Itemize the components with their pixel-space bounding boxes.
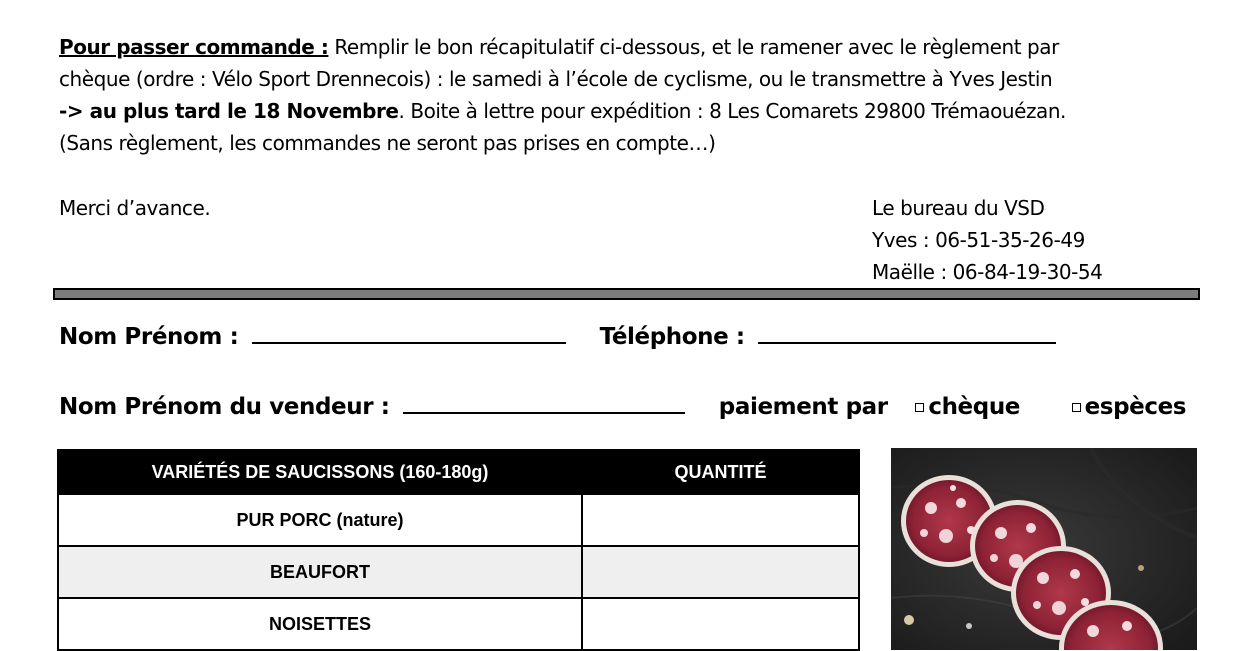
signature-block [872,192,1102,288]
name-label: Nom Prénom : [59,324,239,350]
intro-line-3-text: . Boite à lettre pour expédition : 8 Les Comarets 29800 Trémaouézan. [398,99,1066,123]
saucisson-photo [891,448,1197,650]
quantity-cell[interactable] [582,494,859,546]
especes-label: espèces [1084,394,1187,420]
customer-info-row [59,322,1056,352]
seller-label: Nom Prénom du vendeur : [59,394,390,420]
signature-contact-yves: Yves : 06-51-35-26-49 [872,228,1085,252]
seller-field[interactable] [403,392,685,414]
intro-line-1-text: Remplir le bon récapitulatif ci-dessous, et le ramener avec le règlement par [328,35,1059,59]
cheque-label: chèque [928,394,1020,420]
phone-label: Téléphone : [599,324,745,350]
name-field[interactable] [252,322,566,344]
payment-option-cheque[interactable] [915,394,1020,420]
signature-org: Le bureau du VSD [872,196,1045,220]
intro-line-2: chèque (ordre : Vélo Sport Drennecois) : le samedi à l’école de cyclisme, ou le transmettre à Yves Jestin [59,67,1053,91]
variety-cell: NOISETTES [58,598,582,650]
phone-field[interactable] [758,322,1056,344]
intro-paragraph [59,31,1189,159]
payment-option-especes[interactable] [1072,394,1186,420]
table-row [58,494,859,546]
intro-line-4: (Sans règlement, les commandes ne seront pas prises en compte…) [59,131,716,155]
quantity-cell[interactable] [582,598,859,650]
table-row [58,546,859,598]
variety-cell: BEAUFORT [58,546,582,598]
variety-cell: PUR PORC (nature) [58,494,582,546]
payment-label: paiement par [718,394,888,420]
cheque-checkbox[interactable] [915,403,924,412]
intro-line-1 [59,31,1189,63]
especes-checkbox[interactable] [1072,403,1081,412]
deadline-text: -> au plus tard le 18 Novembre [59,99,399,123]
seller-payment-row [59,392,1186,422]
thanks-text: Merci d’avance. [59,196,211,220]
order-instructions-heading: Pour passer commande : [59,35,329,59]
signature-contact-maelle: Maëlle : 06-84-19-30-54 [872,260,1103,284]
quantity-column-header: QUANTITÉ [582,450,859,494]
table-header-row [58,450,859,494]
table-row [58,598,859,650]
section-divider [53,288,1200,300]
intro-line-3 [59,95,1189,127]
quantity-cell[interactable] [582,546,859,598]
variety-column-header: VARIÉTÉS DE SAUCISSONS (160-180g) [58,450,582,494]
order-table [57,449,860,651]
